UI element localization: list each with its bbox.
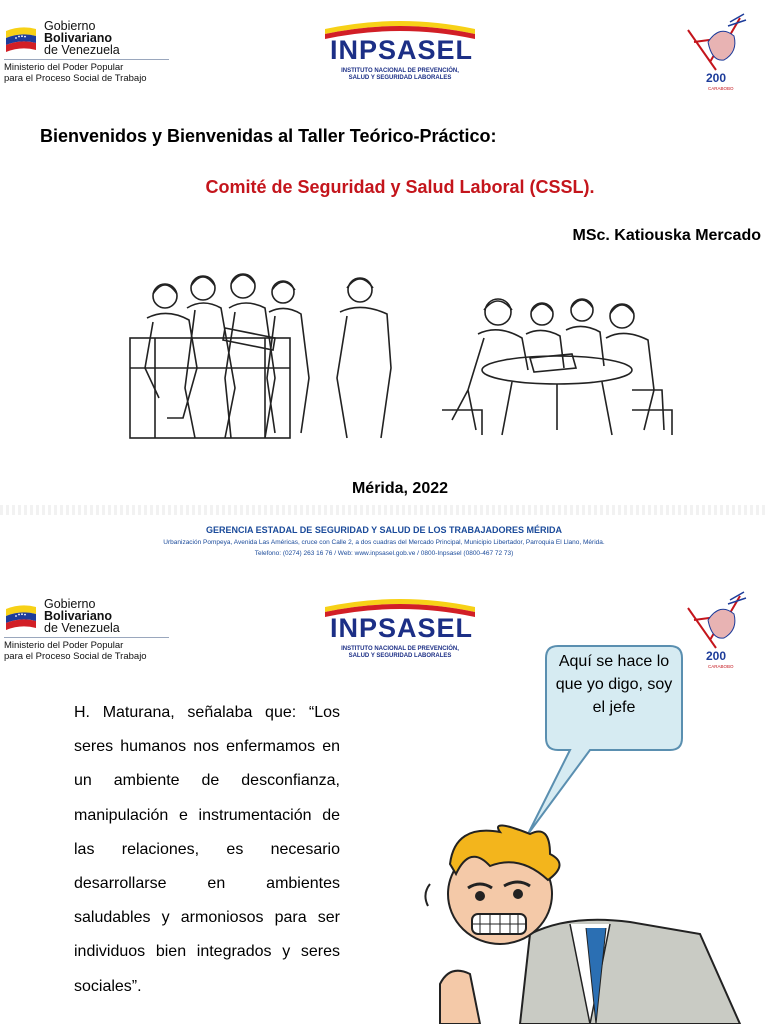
ministry-name: Ministerio del Poder Popular para el Proceso Social de Trabajo	[4, 640, 147, 662]
place-date: Mérida, 2022	[351, 480, 449, 497]
angry-boss-cartoon	[400, 824, 768, 1024]
workshop-subject: Comité de Seguridad y Salud Laboral (CSSL).	[205, 177, 595, 197]
footer-address: Urbanización Pompeya, Avenida Las Américas, cruce con Calle 2, a dos cuadras del Mercado Principal, Municipio Libertador, Parroquia El Llano, Mérida.	[163, 539, 605, 546]
meeting-illustration	[432, 290, 677, 440]
welcome-heading: Bienvenidos y Bienvenidas al Taller Teórico-Práctico:	[40, 126, 497, 146]
workers-group-illustration	[125, 268, 410, 448]
inpsasel-logo: INPSASEL INSTITUTO NACIONAL DE PREVENCIÓN, SALUD Y SEGURIDAD LABORALES	[320, 598, 480, 664]
carabobo-emblem	[680, 12, 752, 96]
emblem-icon	[680, 590, 752, 674]
venezuela-flag-icon	[4, 601, 38, 631]
footer-title: GERENCIA ESTADAL DE SEGURIDAD Y SALUD DE LOS TRABAJADORES MÉRIDA	[205, 525, 563, 535]
venezuela-flag-icon	[4, 23, 38, 53]
government-title: Gobierno Bolivariano de Venezuela	[44, 19, 120, 57]
slide-2	[0, 574, 768, 1024]
inpsasel-logo: INPSASEL INSTITUTO NACIONAL DE PREVENCIÓN, SALUD Y SEGURIDAD LABORALES	[320, 20, 480, 86]
svg-text:200: 200	[706, 71, 727, 85]
svg-text:CARABOBO: CARABOBO	[708, 86, 734, 91]
footer-stripe	[0, 505, 768, 515]
svg-text:200: 200	[706, 649, 727, 663]
ministry-name: Ministerio del Poder Popular para el Proceso Social de Trabajo	[4, 62, 147, 84]
government-title: Gobierno Bolivariano de Venezuela	[44, 597, 120, 635]
author-name: MSc. Katiouska Mercado	[572, 227, 761, 244]
speech-bubble-text: Aquí se hace lo que yo digo, soy el jefe	[555, 653, 673, 716]
maturana-quote: H. Maturana, señalaba que: “Los seres humanos nos enfermamos en un ambiente de desconfianza, manipulación e instrumentación de las relaciones, es necesario desarrollarse en ambientes saludables y armoniosos para ser individuos bien integrados y seres sociales”.	[74, 704, 340, 995]
footer-contact: Telefono: (0274) 263 16 76 / Web: www.inpsasel.gob.ve / 0800-Inpsasel (0800-467 72 73)	[254, 550, 514, 557]
carabobo-emblem	[680, 590, 752, 674]
svg-text:CARABOBO: CARABOBO	[708, 664, 734, 669]
emblem-icon	[680, 12, 752, 96]
